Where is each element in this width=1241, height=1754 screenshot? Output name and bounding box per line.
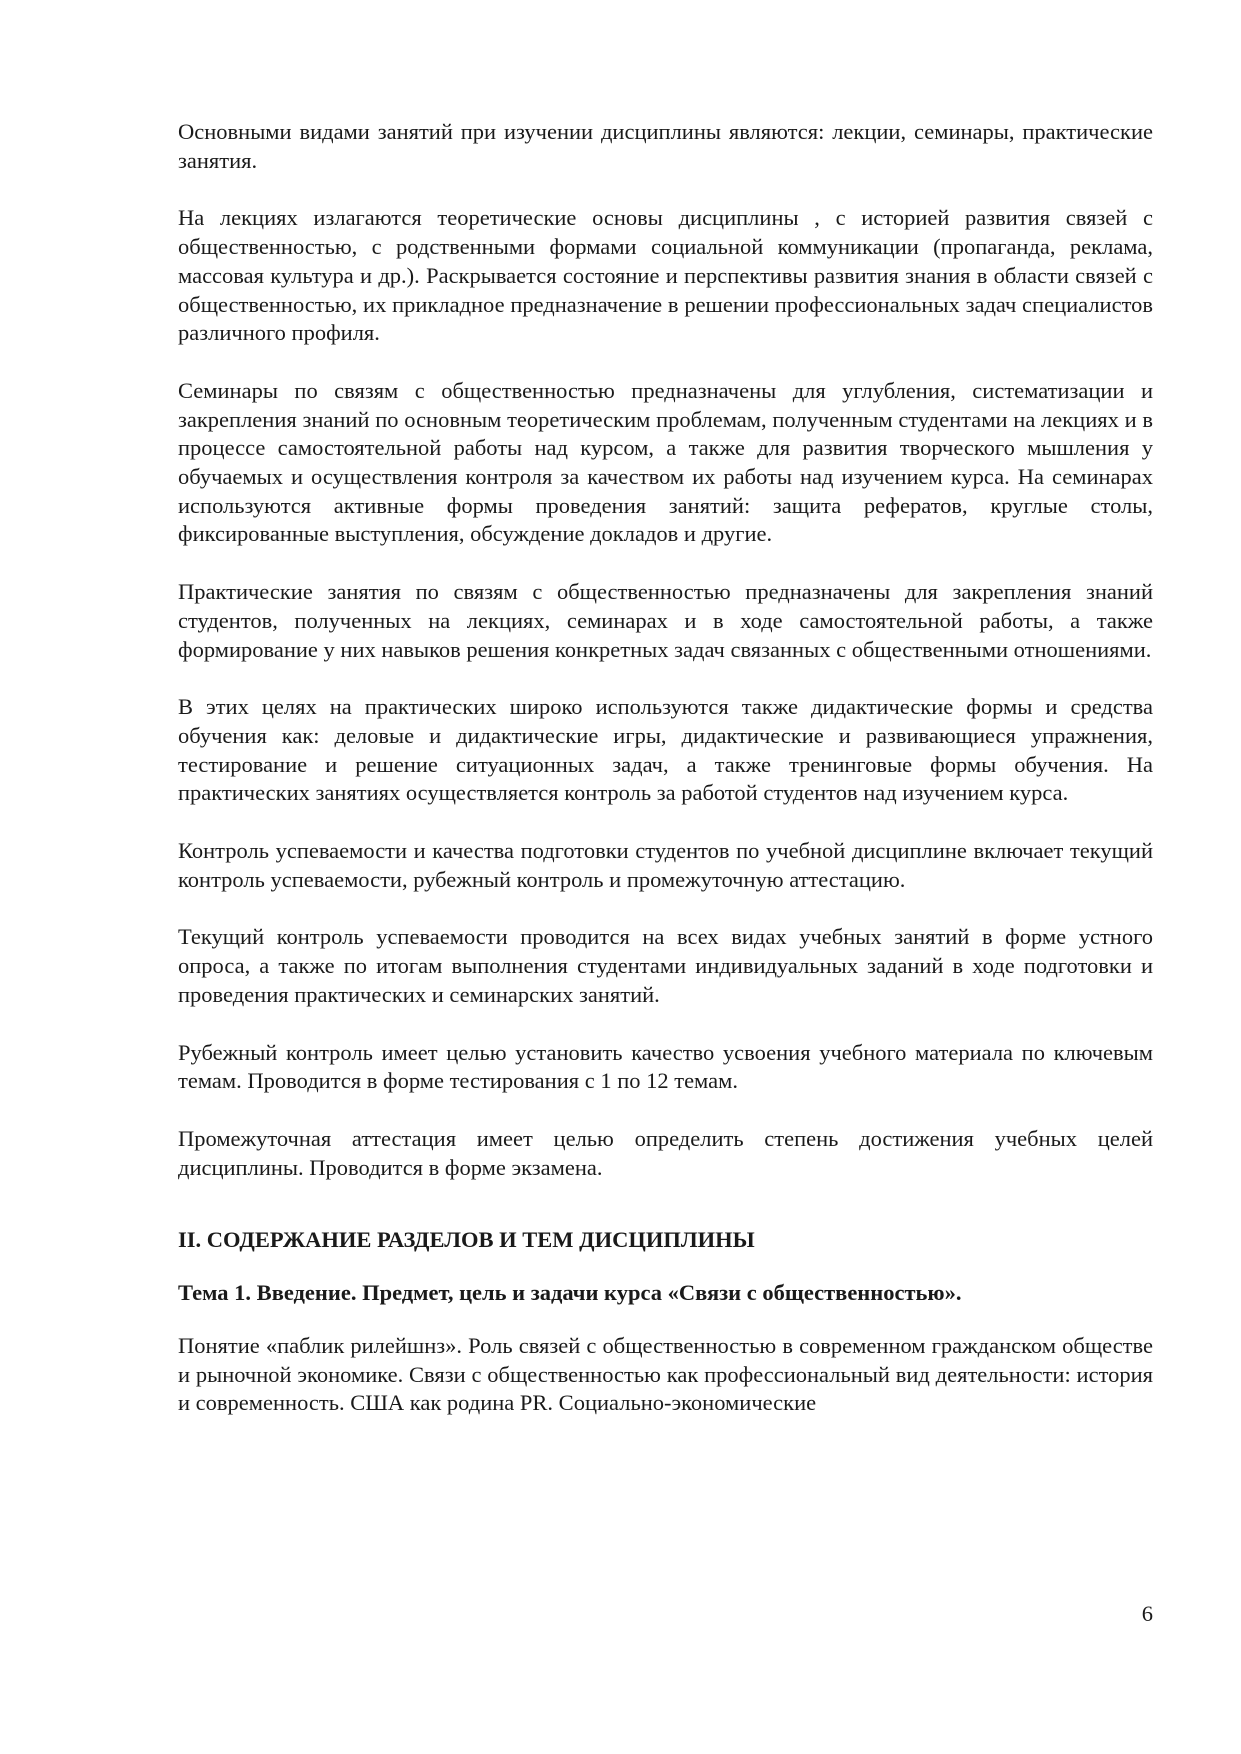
paragraph-lectures: На лекциях излагаются теоретические основы дисциплины , с историей развития связей с общественностью, с родственными формами социальной коммуникации (пропаганда, реклама, массовая культура и др.). Раскрывается состояние и перспективы развития знания в области связей с общественностью, их прикладное предназначение в решении профессиональных задач специалистов различного профиля. [178, 205, 1153, 346]
page-number: 6 [1141, 1601, 1153, 1626]
document-page [178, 118, 1153, 1418]
paragraph-seminars: Семинары по связям с общественностью предназначены для углубления, систематизации и закрепления знаний по основным теоретическим проблемам, полученным студентами на лекциях и в процессе самостоятельной работы над курсом, а также для развития творческого мышления у обучаемых и осуществления контроля за качеством их работы над изучением курса. На семинарах используются активные формы проведения занятий: защита рефератов, круглые столы, фиксированные выступления, обсуждение докладов и другие. [178, 377, 1153, 547]
paragraph-progress-control: Контроль успеваемости и качества подготовки студентов по учебной дисциплине включает текущий контроль успеваемости, рубежный контроль и промежуточную аттестацию. [178, 838, 1153, 892]
paragraph-didactic-forms: В этих целях на практических широко используются также дидактические формы и средства обучения как: деловые и дидактические игры, дидактические и развивающиеся упражнения, тестирование и решение ситуационных задач, а также тренинговые формы обучения. На практических занятиях осуществляется контроль за работой студентов над изучением курса. [178, 694, 1153, 806]
paragraph-practical: Практические занятия по связям с общественностью предназначены для закрепления знаний студентов, полученных на лекциях, семинарах и в ходе самостоятельной работы, а также формирование у них навыков решения конкретных задач связанных с общественными отношениями. [178, 579, 1153, 662]
paragraph-current-control: Текущий контроль успеваемости проводится на всех видах учебных занятий в форме устного опроса, а также по итогам выполнения студентами индивидуальных заданий в ходе подготовки и проведения практических и семинарских занятий. [178, 924, 1153, 1007]
paragraph-activity-types: Основными видами занятий при изучении дисциплины являются: лекции, семинары, практические занятия. [178, 119, 1153, 173]
paragraph-topic-content: Понятие «паблик рилейшнз». Роль связей с общественностью в современном гражданском обществе и рыночной экономике. Связи с общественностью как профессиональный вид деятельности: история и современность. США как родина PR. Социально-экономические [178, 1332, 1153, 1416]
topic-heading: Тема 1. Введение. Предмет, цель и задачи курса «Связи с общественностью». [178, 1280, 962, 1306]
paragraph-milestone-control: Рубежный контроль имеет целью установить качество усвоения учебного материала по ключевым темам. Проводится в форме тестирования с 1 по 12 темам. [178, 1039, 1153, 1094]
section-heading: II. СОДЕРЖАНИЕ РАЗДЕЛОВ И ТЕМ ДИСЦИПЛИНЫ [178, 1227, 755, 1253]
paragraph-intermediate-certification: Промежуточная аттестация имеет целью определить степень достижения учебных целей дисциплины. Проводится в форме экзамена. [178, 1125, 1153, 1180]
